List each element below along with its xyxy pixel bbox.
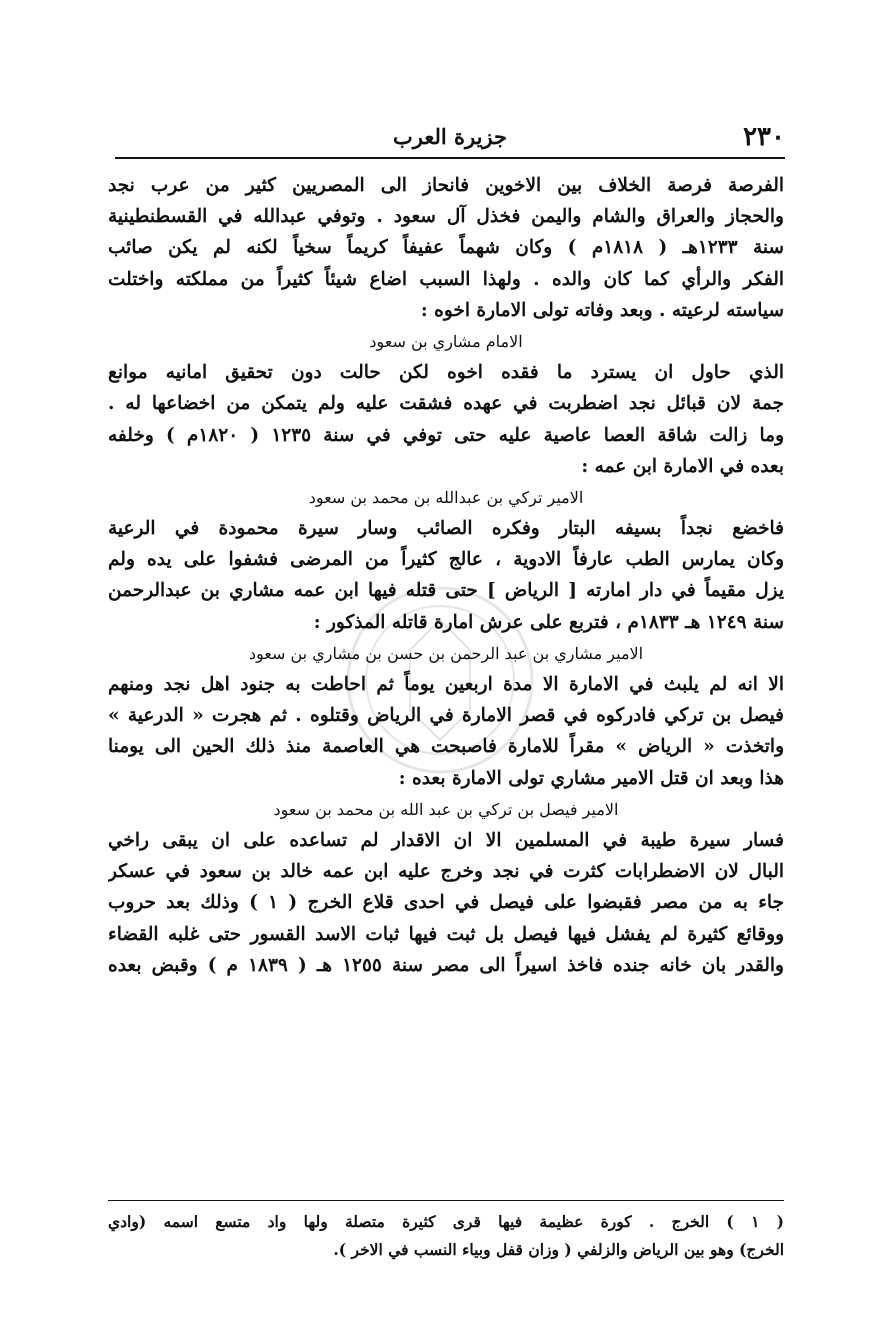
footnote-line: الخرج) وهو بين الرياض والزلفي ( وزان قفل وبياء النسب في الاخر ). (333, 1240, 784, 1259)
body-line: الذي حاول ان يسترد ما فقده اخوه لكن حالت دون تحقيق امانيه موانع (108, 362, 784, 384)
body-line: ووقائع كثيرة لم يفشل فيها فيصل بل ثبت فيها ثبات الاسد القسور حتى غلبه القضاء (108, 923, 784, 945)
body-line: والحجاز والعراق والشام واليمن فخذل آل سعود . وتوفي عبدالله في القسطنطينية (108, 206, 784, 228)
body-line: فاخضع نجداً بسيفه البتار وفكره الصائب وسار سيرة محمودة في الرعية (108, 518, 784, 540)
body-line: جمة لان قبائل نجد اضطربت في عهده فشقت عليه ولم يتمكن من اخضاعها له . (108, 393, 784, 415)
page-number: ٢٣٠ (743, 122, 785, 152)
body-line: وكان يمارس الطب عارفاً الادوية ، عالج كثيراً من المرضى فشفوا على يده ولم (108, 549, 784, 571)
body-line: سنة ١٢٣٣هـ ( ١٨١٨م ) وكان شهماً عفيفاً كريماً سخياً لكنه لم يكن صائب (108, 237, 784, 259)
page-header (115, 118, 785, 154)
body-line: والقدر بان خانه جنده فاخذ اسيراً الى مصر سنة ١٢٥٥ هـ ( ١٨٣٩ م ) وقبض بعده (108, 954, 784, 976)
body-line: سنة ١٢٤٩ هـ ١٨٣٣م ، فتربع على عرش امارة قاتله المذكور : (313, 611, 784, 633)
body-line: فسار سيرة طيبة في المسلمين الا ان الاقدار لم تساعده على ان يبقى راخي (108, 829, 784, 851)
running-title: جزيرة العرب (392, 124, 508, 149)
footnote-line: ( ١ ) الخرج . كورة عظيمة فيها قرى كثيرة متصلة ولها واد متسع اسمه (وادي (108, 1212, 784, 1231)
body-line: البال لان الاضطرابات كثرت في نجد وخرج عليه ابن عمه خالد بن سعود في عسكر (108, 861, 784, 883)
body-line: فيصل بن تركي فادركوه في قصر الامارة في الرياض وقتلوه . ثم هجرت « الدرعية » (108, 705, 784, 727)
body-line: وما زالت شاقة العصا عاصية عليه حتى توفي في سنة ١٢٣٥ ( ١٨٢٠م ) وخلفه (108, 424, 784, 446)
section-heading: الامير مشاري بن عبد الرحمن بن حسن بن مشاري بن سعود (248, 643, 644, 663)
section-heading: الامير فيصل بن تركي بن عبد الله بن محمد بن سعود (273, 799, 619, 819)
body-line: جاء به من مصر فقبضوا على فيصل في احدى قلاع الخرج ( ١ ) وذلك بعد حروب (108, 892, 784, 914)
footnote-rule (108, 1200, 784, 1201)
header-rule (115, 157, 785, 159)
body-text (108, 170, 784, 981)
footnotes (108, 1208, 784, 1264)
section-heading: الامير تركي بن عبدالله بن محمد بن سعود (308, 487, 584, 507)
body-line: الفرصة فرصة الخلاف بين الاخوين فانحاز الى المصريين كثير من عرب نجد (108, 175, 784, 196)
body-line: الا انه لم يلبث في الامارة الا مدة اربعين يوماً ثم احاطت به جنود اهل نجد ومنهم (108, 674, 784, 695)
body-line: بعده في الامارة ابن عمه : (581, 455, 784, 477)
body-line: الفكر والرأي كما كان والده . ولهذا السبب اضاع شيئاً كثيراً من مملكته واختلت (108, 268, 784, 290)
body-line: سياسته لرعيته . وبعد وفاته تولى الامارة اخوه : (420, 299, 784, 321)
section-heading: الامام مشاري بن سعود (369, 331, 523, 351)
body-line: واتخذت « الرياض » مقراً للامارة فاصبحت هي العاصمة منذ ذلك الحين الى يومنا (108, 736, 784, 758)
body-line: يزل مقيماً في دار امارته [ الرياض ] حتى قتله فيها ابن عمه مشاري بن عبدالرحمن (108, 580, 784, 602)
body-line: هذا وبعد ان قتل الامير مشاري تولى الامارة بعده : (398, 767, 784, 789)
